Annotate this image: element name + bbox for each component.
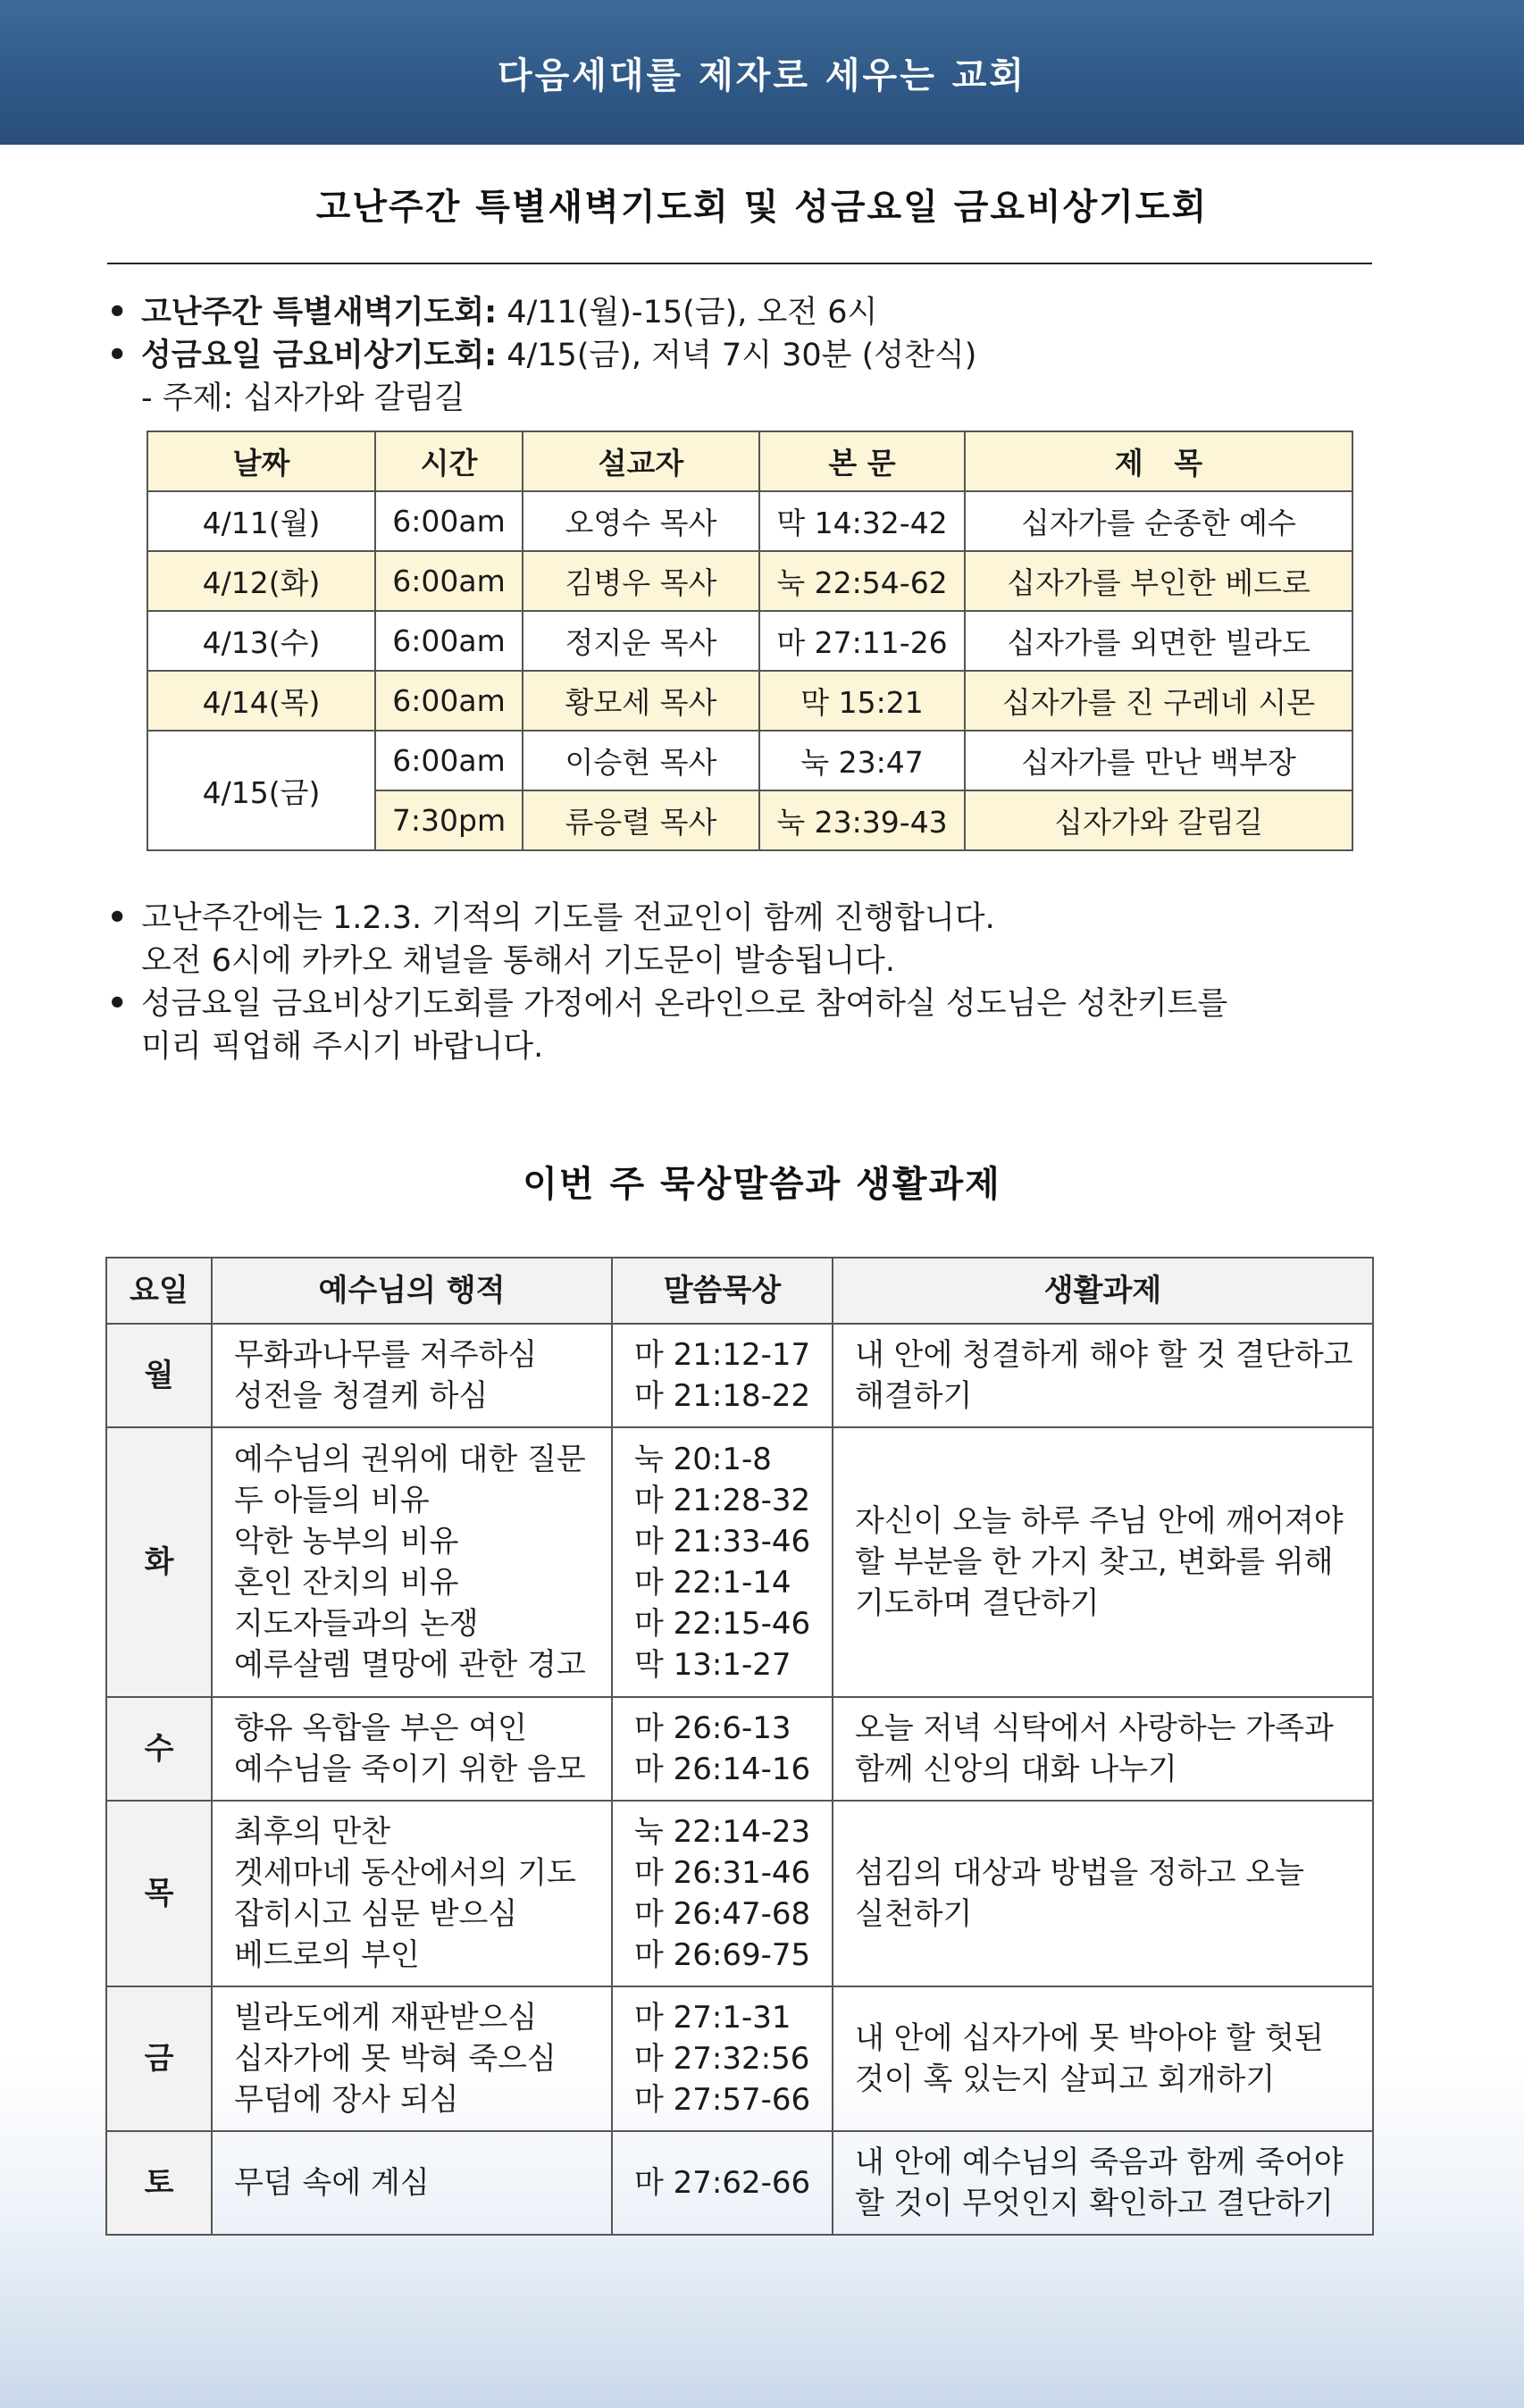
cell-day: 월 <box>106 1324 212 1427</box>
cell-line: 예수님을 죽이기 위한 음모 <box>234 1752 586 1787</box>
table-row <box>147 551 1352 611</box>
cell-line: 내 안에 청결하게 해야 할 것 결단하고 <box>855 1337 1353 1373</box>
devotion-header-row <box>106 1258 1373 1324</box>
table-row <box>106 1801 1373 1986</box>
table-row <box>106 1427 1373 1697</box>
cell-preacher: 오영수 목사 <box>523 491 759 551</box>
cell-scripture <box>612 1427 833 1697</box>
cell-time: 6:00am <box>375 671 523 731</box>
cell-text: 눅 23:39-43 <box>759 790 965 850</box>
cell-line: 해결하기 <box>855 1378 973 1414</box>
cell-acts <box>212 2131 612 2235</box>
cell-title: 십자가를 순종한 예수 <box>965 491 1352 551</box>
table-row <box>106 1324 1373 1427</box>
col-time: 시간 <box>375 431 523 491</box>
cell-line: 내 안에 예수님의 죽음과 함께 죽어야 <box>855 2145 1344 2180</box>
cell-task <box>833 1697 1373 1801</box>
cell-line: 마 27:62-66 <box>634 2165 811 2201</box>
cell-line: 내 안에 십자가에 못 박아야 할 헛된 <box>855 2020 1324 2056</box>
cell-title: 십자가를 부인한 베드로 <box>965 551 1352 611</box>
cell-line: 성전을 청결케 하심 <box>234 1378 489 1414</box>
cell-preacher: 김병우 목사 <box>523 551 759 611</box>
cell-date: 4/14(목) <box>147 671 375 731</box>
cell-acts <box>212 1697 612 1801</box>
cell-time: 6:00am <box>375 611 523 671</box>
cell-line: 마 27:57-66 <box>634 2082 811 2118</box>
cell-acts <box>212 1986 612 2131</box>
table-row <box>106 1986 1373 2131</box>
cell-line: 지도자들과의 논쟁 <box>234 1606 479 1642</box>
cell-line: 무화과나무를 저주하심 <box>234 1337 538 1373</box>
cell-acts <box>212 1324 612 1427</box>
note-item: • 고난주간에는 1.2.3. 기적의 기도를 전교인이 함께 진행합니다. <box>107 897 1394 940</box>
cell-task <box>833 1986 1373 2131</box>
cell-time: 6:00am <box>375 551 523 611</box>
theme-line: - 주제: 십자가와 갈림길 <box>141 380 465 416</box>
bullet-icon: • <box>107 338 128 373</box>
cell-preacher: 류응렬 목사 <box>523 790 759 850</box>
cell-date: 4/13(수) <box>147 611 375 671</box>
cell-task <box>833 1324 1373 1427</box>
note-item-continued: 미리 픽업해 주시기 바랍니다. <box>141 1029 544 1065</box>
col-scripture: 말씀묵상 <box>612 1258 833 1324</box>
cell-line: 섬김의 대상과 방법을 정하고 오늘 <box>855 1855 1305 1891</box>
bullet-icon: • <box>107 900 128 936</box>
cell-text: 마 27:11-26 <box>759 611 965 671</box>
cell-preacher: 정지운 목사 <box>523 611 759 671</box>
cell-preacher: 이승현 목사 <box>523 731 759 790</box>
cell-title: 십자가를 외면한 빌라도 <box>965 611 1352 671</box>
col-day: 요일 <box>106 1258 212 1324</box>
section1-title: 고난주간 특별새벽기도회 및 성금요일 금요비상기도회 <box>315 187 1209 228</box>
cell-line: 마 27:32:56 <box>634 2041 810 2077</box>
col-acts: 예수님의 행적 <box>212 1258 612 1324</box>
cell-line: 오늘 저녁 식탁에서 사랑하는 가족과 <box>855 1710 1334 1746</box>
cell-day: 수 <box>106 1697 212 1801</box>
table-row <box>147 671 1352 731</box>
cell-line: 함께 신앙의 대화 나누기 <box>855 1752 1177 1787</box>
cell-date: 4/11(월) <box>147 491 375 551</box>
col-text: 본 문 <box>759 431 965 491</box>
cell-acts <box>212 1801 612 1986</box>
cell-line: 마 27:1-31 <box>634 2000 791 2036</box>
cell-line: 실천하기 <box>855 1896 973 1932</box>
cell-line: 잡히시고 심문 받으심 <box>234 1896 518 1932</box>
cell-line: 막 13:1-27 <box>634 1647 791 1683</box>
cell-line: 마 21:28-32 <box>634 1483 811 1518</box>
header-band <box>0 0 1524 145</box>
cell-line: 마 26:69-75 <box>634 1937 811 1973</box>
cell-line: 것이 혹 있는지 살피고 회개하기 <box>855 2061 1276 2097</box>
cell-line: 할 것이 무엇인지 확인하고 결단하기 <box>855 2186 1334 2221</box>
table-row <box>147 491 1352 551</box>
cell-line: 예수님의 권위에 대한 질문 <box>234 1442 586 1477</box>
cell-time: 7:30pm <box>375 790 523 850</box>
cell-text: 막 14:32-42 <box>759 491 965 551</box>
cell-line: 겟세마네 동산에서의 기도 <box>234 1855 576 1891</box>
cell-scripture <box>612 1986 833 2131</box>
note-item: • 성금요일 금요비상기도회를 가정에서 온라인으로 참여하실 성도님은 성찬키트를 <box>107 982 1394 1025</box>
cell-line: 마 26:6-13 <box>634 1710 791 1746</box>
col-task: 생활과제 <box>833 1258 1373 1324</box>
cell-day: 목 <box>106 1801 212 1986</box>
notes <box>107 897 1394 1068</box>
service-info <box>107 291 1394 420</box>
col-preacher: 설교자 <box>523 431 759 491</box>
cell-day: 토 <box>106 2131 212 2235</box>
cell-line: 악한 농부의 비유 <box>234 1524 459 1559</box>
cell-line: 무덤에 장사 되심 <box>234 2082 459 2118</box>
cell-date: 4/15(금) <box>147 731 375 850</box>
cell-line: 마 26:14-16 <box>634 1752 811 1787</box>
cell-line: 베드로의 부인 <box>234 1937 420 1973</box>
cell-text: 눅 23:47 <box>759 731 965 790</box>
cell-line: 눅 22:14-23 <box>634 1814 811 1850</box>
cell-line: 향유 옥합을 부은 여인 <box>234 1710 528 1746</box>
title-divider <box>107 263 1372 264</box>
bullet-friday-prayer: • 성금요일 금요비상기도회: 4/15(금), 저녁 7시 30분 (성찬식) <box>107 334 1394 377</box>
bullet-dawn-prayer: • 고난주간 특별새벽기도회: 4/11(월)-15(금), 오전 6시 <box>107 291 1394 334</box>
cell-scripture <box>612 1801 833 1986</box>
schedule-table <box>147 431 1353 851</box>
note-item-continued: 오전 6시에 카카오 채널을 통해서 기도문이 발송됩니다. <box>141 943 895 979</box>
col-date: 날짜 <box>147 431 375 491</box>
cell-scripture <box>612 2131 833 2235</box>
cell-line: 최후의 만찬 <box>234 1814 391 1850</box>
cell-day: 화 <box>106 1427 212 1697</box>
cell-time: 6:00am <box>375 731 523 790</box>
cell-line: 혼인 잔치의 비유 <box>234 1565 459 1601</box>
cell-line: 빌라도에게 재판받으심 <box>234 2000 538 2036</box>
cell-scripture <box>612 1697 833 1801</box>
cell-line: 마 26:47-68 <box>634 1896 811 1932</box>
schedule-header-row <box>147 431 1352 491</box>
cell-task <box>833 2131 1373 2235</box>
devotion-table <box>105 1257 1374 2236</box>
section2-title: 이번 주 묵상말씀과 생활과제 <box>523 1164 1001 1205</box>
church-motto: 다음세대를 제자로 세우는 교회 <box>497 54 1027 96</box>
cell-date: 4/12(화) <box>147 551 375 611</box>
cell-time: 6:00am <box>375 491 523 551</box>
col-title: 제 목 <box>965 431 1352 491</box>
cell-preacher: 황모세 목사 <box>523 671 759 731</box>
bullet-icon: • <box>107 986 128 1022</box>
cell-title: 십자가를 진 구레네 시몬 <box>965 671 1352 731</box>
cell-day: 금 <box>106 1986 212 2131</box>
cell-line: 마 21:33-46 <box>634 1524 811 1559</box>
cell-line: 눅 20:1-8 <box>634 1442 772 1477</box>
cell-title: 십자가를 만난 백부장 <box>965 731 1352 790</box>
cell-line: 무덤 속에 계심 <box>234 2165 430 2201</box>
cell-line: 마 26:31-46 <box>634 1855 811 1891</box>
cell-line: 예루살렘 멸망에 관한 경고 <box>234 1647 586 1683</box>
cell-line: 할 부분을 한 가지 찾고, 변화를 위해 <box>855 1544 1334 1580</box>
cell-line: 자신이 오늘 하루 주님 안에 깨어져야 <box>855 1503 1344 1539</box>
cell-task <box>833 1427 1373 1697</box>
table-row <box>147 731 1352 790</box>
cell-line: 마 22:15-46 <box>634 1606 811 1642</box>
table-row <box>106 2131 1373 2235</box>
cell-line: 마 21:12-17 <box>634 1337 811 1373</box>
cell-line: 두 아들의 비유 <box>234 1483 430 1518</box>
cell-scripture <box>612 1324 833 1427</box>
cell-line: 십자가에 못 박혀 죽으심 <box>234 2041 557 2077</box>
cell-line: 기도하며 결단하기 <box>855 1585 1100 1621</box>
cell-text: 막 15:21 <box>759 671 965 731</box>
table-row <box>147 611 1352 671</box>
table-row <box>106 1697 1373 1801</box>
bullet-icon: • <box>107 295 128 330</box>
cell-text: 눅 22:54-62 <box>759 551 965 611</box>
cell-line: 마 22:1-14 <box>634 1565 791 1601</box>
cell-line: 마 21:18-22 <box>634 1378 811 1414</box>
cell-acts <box>212 1427 612 1697</box>
cell-title: 십자가와 갈림길 <box>965 790 1352 850</box>
cell-task <box>833 1801 1373 1986</box>
